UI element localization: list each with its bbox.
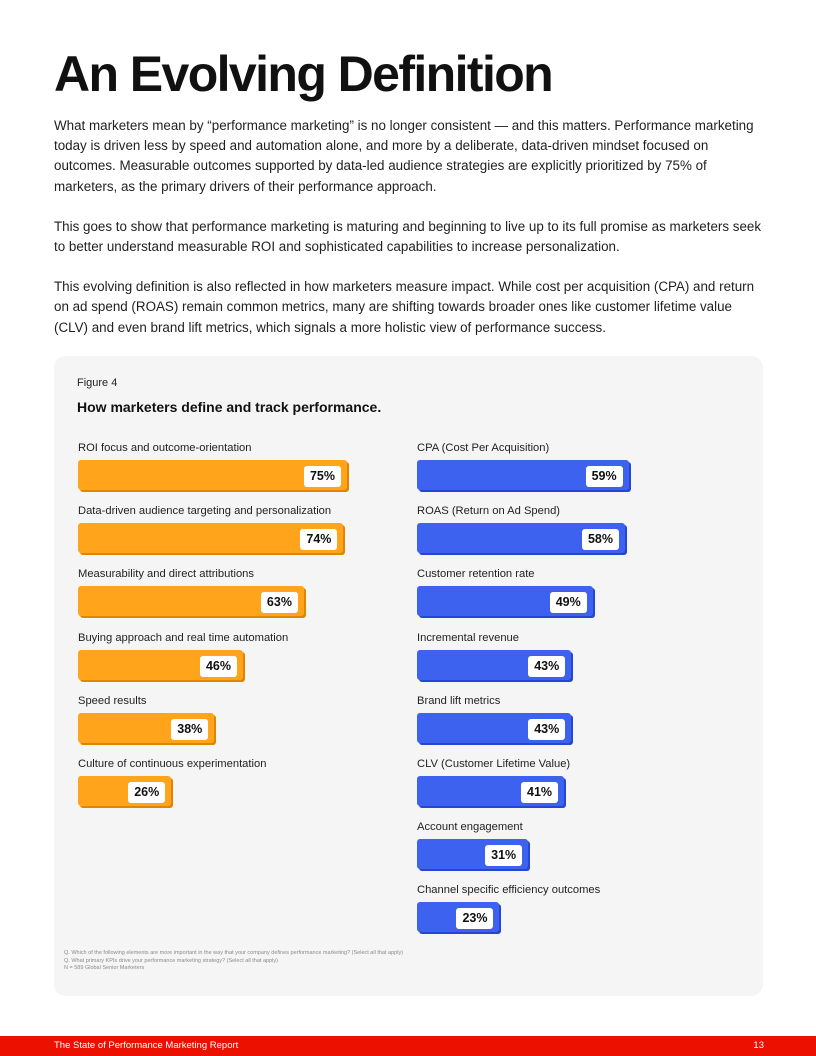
page-footer (0, 1036, 816, 1056)
bar-value-label: 31% (485, 845, 522, 866)
bar (78, 523, 343, 553)
bar (417, 460, 629, 490)
bar-value-label: 23% (456, 908, 493, 929)
bar-category-label: Brand lift metrics (417, 694, 501, 707)
bar-value-label: 75% (304, 466, 341, 487)
note-line: Q. What primary KPIs drive your performance marketing strategy? (Select all that apply) (64, 957, 278, 964)
figure-number: Figure 4 (77, 377, 118, 389)
bar-category-label: ROI focus and outcome-orientation (78, 442, 252, 454)
page-title: An Evolving Definition (54, 46, 553, 102)
figure-panel (54, 356, 763, 996)
bar (78, 713, 214, 743)
bar-category-label: Culture of continuous experimentation (78, 758, 267, 770)
bar-category-label: ROAS (Return on Ad Spend) (417, 505, 561, 518)
bar (417, 902, 499, 932)
bar-category-label: Buying approach and real time automation (78, 631, 289, 644)
bar-category-label: Channel specific efficiency outcomes (417, 884, 601, 897)
bar (78, 776, 171, 806)
bar-value-label: 74% (300, 529, 337, 550)
bar (78, 586, 304, 616)
bar-value-label: 46% (200, 656, 237, 677)
bar-value-label: 58% (582, 529, 619, 550)
bar-value-label: 43% (528, 656, 565, 677)
bar (417, 776, 564, 806)
bar-category-label: Speed results (78, 694, 147, 707)
intro-paragraph: This goes to show that performance marketing is maturing and beginning to live up to its full promise as marketers seek to better understand measurable ROI and sophisticated capabilities to increase personalization. (54, 218, 762, 255)
figure-notes (64, 950, 403, 973)
bar (78, 460, 347, 490)
page-number: 13 (753, 1040, 764, 1051)
bar (417, 650, 571, 680)
bar (417, 713, 571, 743)
intro-paragraph: What marketers mean by “performance marketing” is no longer consistent — and this matters. Performance marketing today is driven less by speed and automation alone, and more by a deliberate, data-driven mindset focused on outcomes. Measurable outcomes supported by data-led audience strategies are explicitly prioritized by 75% of marketers, as the primary drivers of their performance approach. (54, 118, 754, 194)
bar-value-label: 26% (128, 782, 165, 803)
bar-value-label: 59% (586, 466, 623, 487)
note-line: Q. Which of the following elements are more important in the way that your company defines performance marketing? (Select all that apply) (64, 950, 404, 956)
note-line: N = 589 Global Senior Marketers (64, 965, 145, 971)
bar (417, 839, 528, 869)
bar-value-label: 41% (521, 782, 558, 803)
bar-category-label: Incremental revenue (417, 631, 519, 644)
bar (78, 650, 243, 680)
chart-title: How marketers define and track performance. (77, 399, 382, 415)
footer-report-title: The State of Performance Marketing Report (54, 1040, 239, 1051)
bar-category-label: Account engagement (417, 821, 523, 834)
bar-category-label: CPA (Cost Per Acquisition) (417, 442, 550, 454)
bar-category-label: CLV (Customer Lifetime Value) (417, 758, 571, 770)
bar-category-label: Data-driven audience targeting and personalization (78, 505, 332, 518)
bar-value-label: 43% (528, 719, 565, 740)
bar-value-label: 49% (550, 592, 587, 613)
bar-category-label: Customer retention rate (417, 568, 535, 581)
bar-value-label: 63% (261, 592, 298, 613)
bar-category-label: Measurability and direct attributions (78, 568, 254, 581)
bar (417, 586, 593, 616)
bar (417, 523, 625, 553)
intro-text (54, 116, 764, 358)
bar-value-label: 38% (171, 719, 208, 740)
intro-paragraph: This evolving definition is also reflected in how marketers measure impact. While cost per acquisition (CPA) and return on ad spend (ROAS) remain common metrics, many are shifting towards broader ones like customer lifetime value (CLV) and even brand lift metrics, which signals a more holistic view of performance success. (54, 279, 755, 335)
